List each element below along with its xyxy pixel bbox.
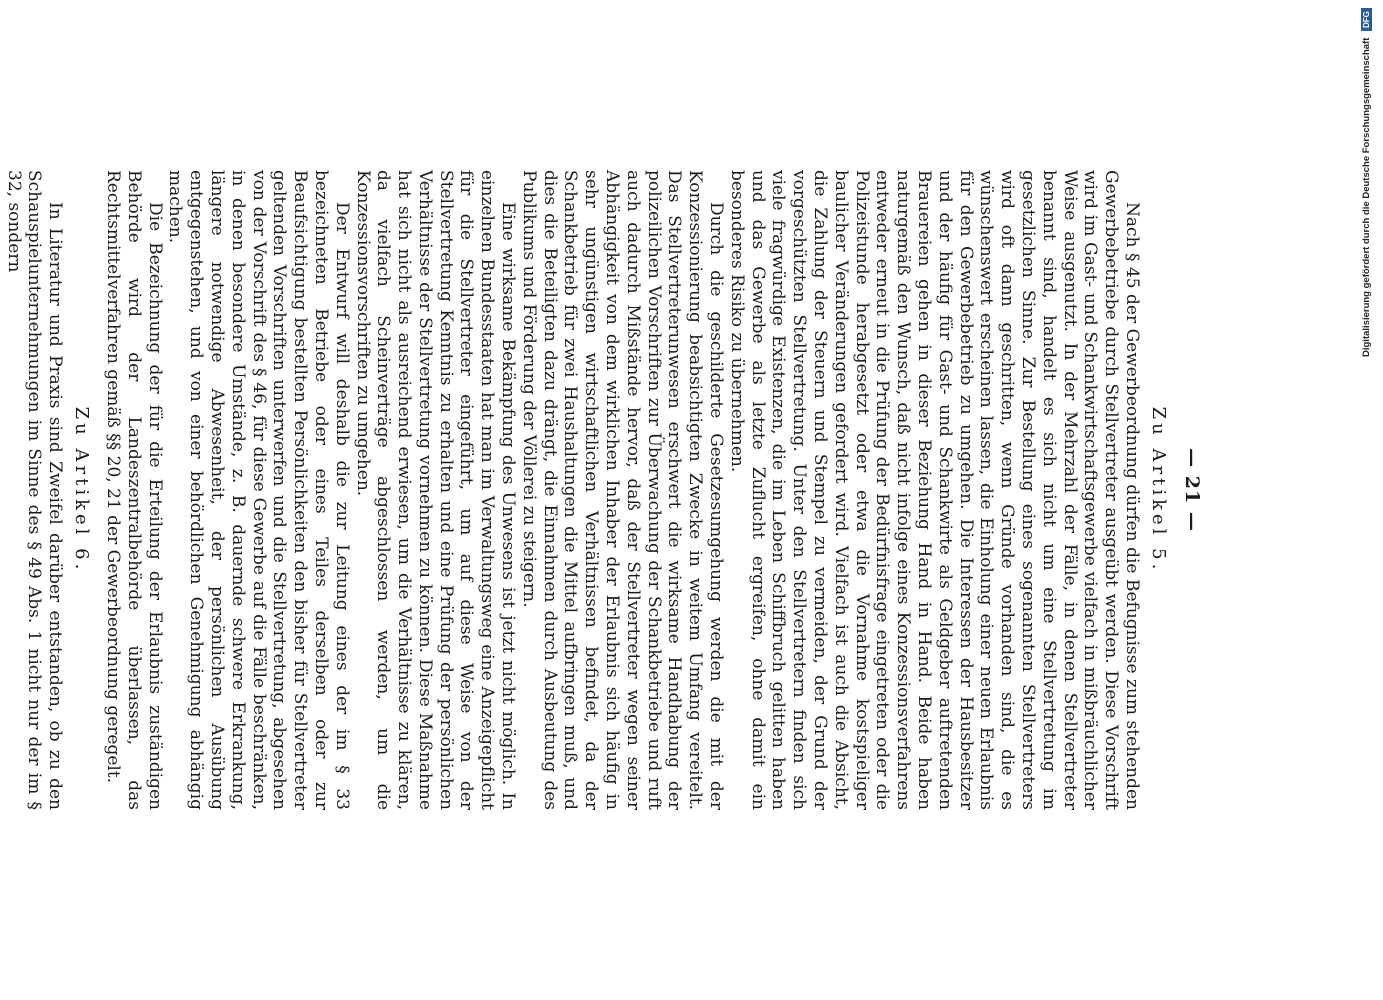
digitization-text: Digitalisierung gefördert durch die Deutsche Forschungsgemeinschaft <box>1361 37 1372 357</box>
paragraph: Die Bezeichnung der für die Erteilung der Erlaubnis zuständigen Behörde wird der Landeszentralbehörde überlassen, das Rechtsmittelverfahren gemäß §§ 20, 21 der Gewerbeordnung geregelt. <box>102 170 165 810</box>
paragraph: Der Entwurf will deshalb die zur Leitung eines der im § 33 bezeichneten Betriebe oder eines Teiles derselben oder zur Beaufsichtigung bestellten Persönlichkeiten den bisher für Stellvertreter geltenden Vorschriften unterwerfen und die Stellvertretung, abgesehen von der Vorschrift des § 46, für diese Gewerbe auf die Fälle beschränken, in denen besondere Umstände, z. B. dauernde schwere Erkrankung, längere notwendige Abwesenheit, der persönlichen Ausübung entgegenstehen, und von einer behördlichen Genehmigung abhängig machen. <box>165 170 352 810</box>
section-artikel-5 <box>102 170 1169 810</box>
paragraph: Eine wirksame Bekämpfung des Unwesens ist jetzt nicht möglich. In einzelnen Bundesstaaten hat man im Verwaltungsweg eine Anzeigepflicht für die Stellvertreter eingeführt, um auf diese Weise von der Stellvertretung Kenntnis zu erhalten und eine Prüfung der persönlichen Verhältnisse der Stellvertretung vornehmen zu können. Diese Maßnahme hat sich nicht als ausreichend erwiesen, um die Verhältnisse zu klären, da vielfach Scheinverträge abgeschlossen werden, um die Konzessionsvorschriften zu umgehen. <box>352 170 519 810</box>
paragraph: Nach § 45 der Gewerbeordnung dürfen die Befugnisse zum stehenden Gewerbebetriebe durch Stellvertreter ausgeübt werden. Diese Vorschrift wird im Gast- und Schankwirtschaftsgewerbe vielfach in mißbräuchlicher Weise ausgenutzt. In der Mehrzahl der Fälle, in denen Stellvertreter benannt sind, handelt es sich nicht um eine Stellvertretung im gesetzlichen Sinne. Zur Bestellung eines sogenannten Stellvertreters wird oft dann geschritten, wenn Gründe vorhanden sind, die es wünschenswert erscheinen lassen, die Einholung einer neuen Erlaubnis für den Gewerbebetrieb zu umgehen. Die Interessen der Hausbesitzer und der häufig für Gast- und Schankwirte als Geldgeber auftretenden Brauereien gehen in dieser Beziehung Hand in Hand. Beide haben naturgemäß den Wunsch, daß nicht infolge eines Konzessionsverfahrens entweder erneut in die Prüfung der Bedürfnisfrage eingetreten oder die Polizeistunde herabgesetzt oder etwa die Vornahme kostspieliger baulicher Veränderungen gefordert wird. Vielfach ist auch die Absicht, die Zahlung der Steuern und Stempel zu vermeiden, der Grund der vorgeschützten Stellvertretung. Unter den Stellvertretern finden sich viele fragwürdige Existenzen, die im Leben Schiffbruch gelitten haben und das Gewerbe als letzte Zuflucht ergreifen, ohne damit ein besonderes Risiko zu übernehmen. <box>726 170 1142 810</box>
section-heading: Zu Artikel 5. <box>1148 406 1169 574</box>
dfg-logo: DFG <box>1361 8 1372 31</box>
paragraph: In Literatur und Praxis sind Zweifel darüber entstanden, ob zu den Schauspielunternehmungen im Sinne des § 49 Abs. 1 nicht nur der im § 32, sondern <box>3 170 66 810</box>
sheet-signature <box>0 170 1 810</box>
paragraph: Durch die geschilderte Gesetzesumgehung werden die mit der Konzessionierung beabsichtigten Zwecke in weitem Umfang vereitelt. Das Stellvertreterunwesen erschwert die wirksame Handhabung der polizeilichen Vorschriften zur Überwachung der Schankbetriebe und ruft auch dadurch Mißstände hervor, daß der Stellvertreter wegen seiner Abhängigkeit von dem wirklichen Inhaber der Erlaubnis sich häufig in sehr ungünstigen wirtschaftlichen Verhältnissen befindet, da der Schankbetrieb für zwei Haushaltungen die Mittel aufbringen muß, und dies die Beteiligten dazu drängt, die Einnahmen durch Ausbeutung des Publikums und Förderung der Völlerei zu steigern. <box>518 170 727 810</box>
section-artikel-6 <box>3 170 92 810</box>
rotated-document-page <box>3 170 1205 810</box>
page-number: — 21 — <box>1181 448 1203 532</box>
digitization-notice <box>1361 8 1377 988</box>
section-heading: Zu Artikel 6. <box>71 406 93 574</box>
